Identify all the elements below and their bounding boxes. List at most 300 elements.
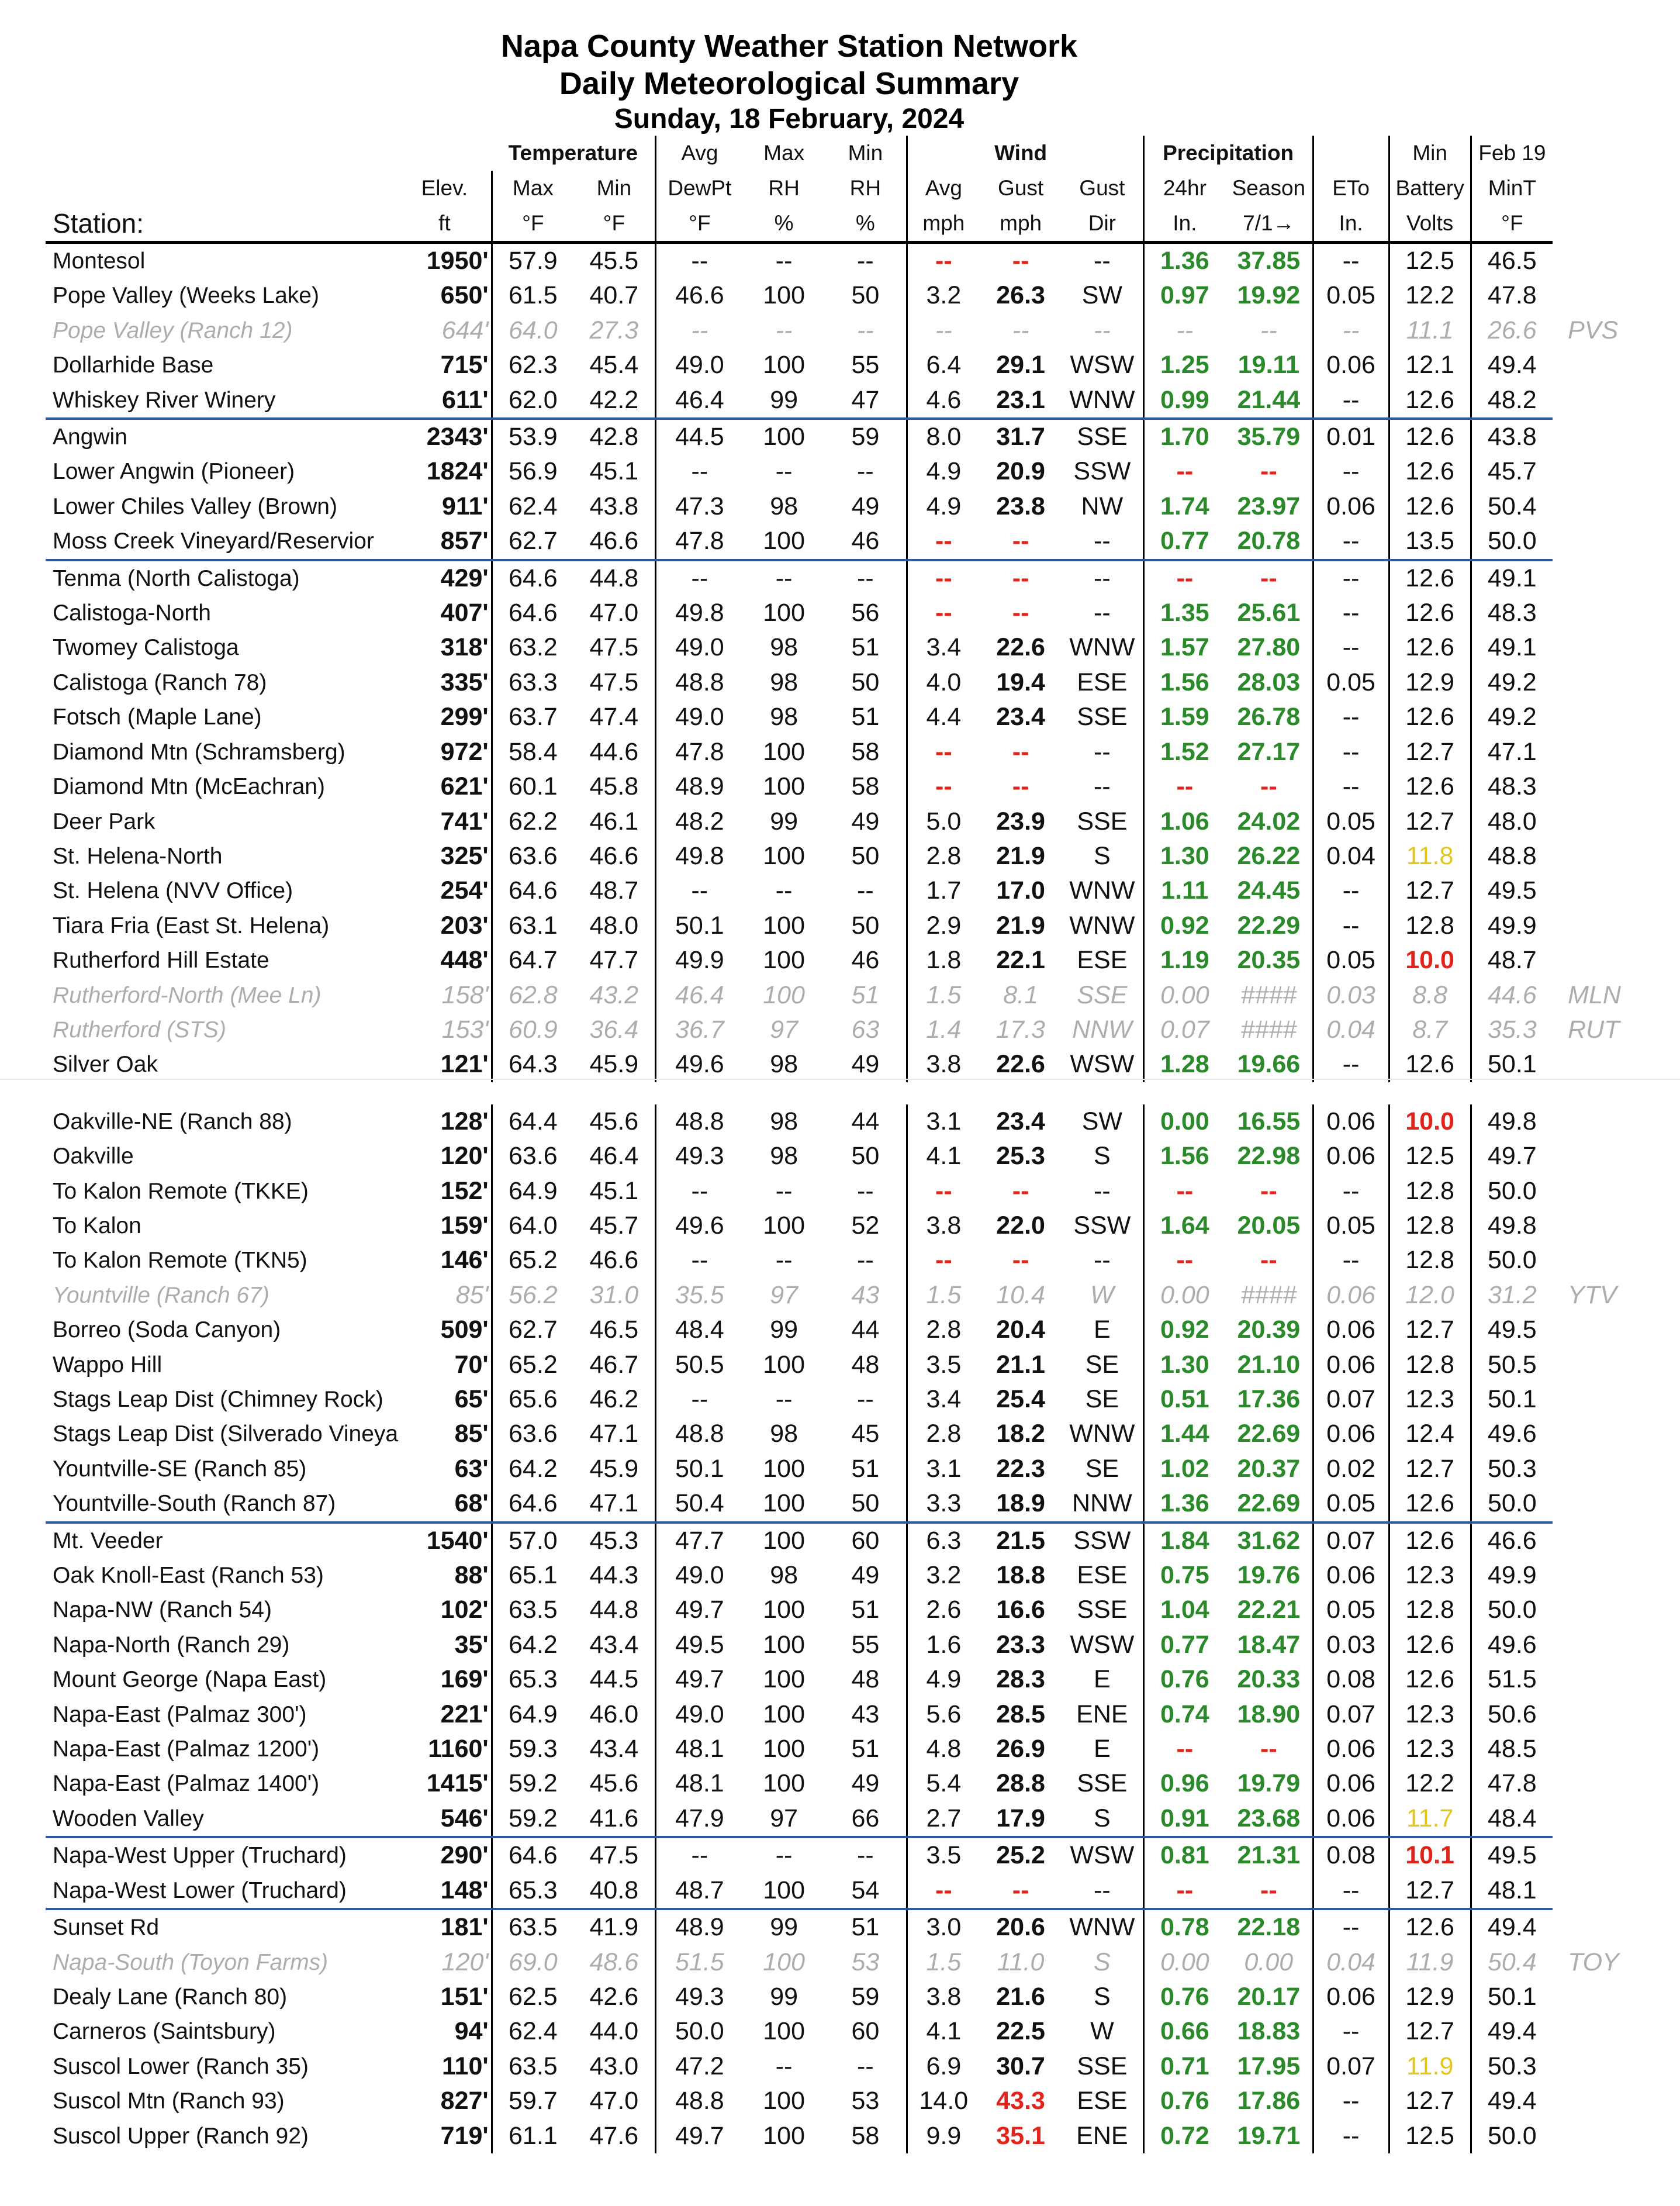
cell-eto: 0.06 — [1313, 1348, 1389, 1382]
cell-avg: 2.8 — [907, 1313, 980, 1347]
cell-minrh: 43 — [851, 1280, 880, 1309]
cell-eto: -- — [1313, 243, 1389, 279]
cell-max: 64.3 — [509, 1050, 558, 1079]
cell-battery: 12.8 — [1389, 1209, 1471, 1243]
cell-maxrh: -- — [775, 2052, 793, 2080]
cell-min: 31.0 — [589, 1280, 639, 1309]
cell-avg: 1.5 — [907, 978, 980, 1013]
cell-tag — [1553, 1452, 1646, 1486]
cell-elev: 70' — [398, 1348, 492, 1382]
cell-elev: 719' — [398, 2119, 492, 2153]
cell-battery: 12.6 — [1389, 454, 1471, 489]
cell-dewpt: 48.8 — [655, 1104, 743, 1139]
table-row — [46, 1732, 1646, 1766]
cell-max: 62.0 — [509, 385, 558, 414]
cell-eto: 0.07 — [1313, 1523, 1389, 1558]
cell-max: 63.1 — [509, 911, 558, 940]
cell-gust: 28.3 — [996, 1665, 1045, 1694]
cell-nextmin: 49.4 — [1471, 348, 1553, 382]
cell-season: 20.33 — [1237, 1665, 1301, 1694]
table-row — [46, 1593, 1646, 1627]
cell-maxrh: 98 — [770, 633, 798, 662]
cell-elev: 85' — [398, 1278, 492, 1313]
cell-season: 19.92 — [1237, 281, 1301, 310]
cell-min: 45.3 — [573, 1523, 655, 1558]
cell-eto: 0.08 — [1313, 1662, 1389, 1697]
battery-header-3: Volts — [1389, 206, 1471, 243]
cell-season: 24.45 — [1237, 876, 1301, 905]
cell-dewpt: 49.0 — [655, 630, 743, 665]
cell-max: 62.7 — [509, 527, 558, 555]
cell-dewpt: 50.1 — [655, 909, 743, 943]
cell-station: Tiara Fria (East St. Helena) — [53, 913, 330, 938]
cell-max: 64.9 — [509, 1176, 558, 1205]
cell-eto: 0.03 — [1313, 978, 1389, 1013]
cell-min: 45.9 — [589, 1050, 639, 1079]
cell-minrh: -- — [857, 1246, 874, 1275]
cell-maxrh: 100 — [763, 1948, 805, 1976]
cell-avg: 5.0 — [907, 805, 980, 839]
temperature-header: Temperature — [508, 141, 638, 165]
cell-max: 69.0 — [509, 1948, 558, 1976]
cell-minrh: 49 — [851, 1769, 880, 1798]
cell-maxrh: 100 — [763, 1735, 805, 1763]
table-row — [46, 2049, 1646, 2084]
table-row — [46, 735, 1646, 769]
min-header-1: Min — [596, 176, 632, 200]
cell-max: 58.4 — [509, 737, 558, 766]
cell-station: Silver Oak — [53, 1052, 158, 1078]
cell-dewpt: 48.1 — [655, 1766, 743, 1801]
cell-station: Yountville (Ranch 67) — [53, 1282, 269, 1308]
cell-station: Suscol Upper (Ranch 92) — [53, 2123, 309, 2149]
cell-p24: 1.06 — [1143, 805, 1225, 839]
cell-eto: -- — [1313, 909, 1389, 943]
cell-tag — [1553, 2084, 1646, 2118]
cell-nextmin: 49.6 — [1471, 1628, 1553, 1662]
cell-station: Wooden Valley — [53, 1805, 204, 1831]
cell-minrh: 49 — [851, 492, 880, 520]
cell-avg: -- — [907, 1174, 980, 1209]
cell-battery: 11.9 — [1389, 2049, 1471, 2084]
cell-avg: 3.1 — [907, 1104, 980, 1139]
cell-p24: 0.92 — [1143, 1313, 1225, 1347]
cell-p24: 1.28 — [1143, 1047, 1225, 1082]
report-subtitle: Daily Meteorological Summary — [559, 66, 1019, 101]
cell-gust: 25.4 — [996, 1385, 1045, 1413]
table-row — [46, 909, 1646, 943]
cell-minrh: 50 — [851, 1489, 880, 1518]
cell-dewpt: 49.0 — [655, 348, 743, 382]
cell-gustdir: WSW — [1070, 1630, 1135, 1659]
cell-battery: 12.7 — [1389, 2014, 1471, 2049]
cell-avg: 1.5 — [907, 1278, 980, 1313]
cell-station: Mount George (Napa East) — [53, 1667, 327, 1693]
cell-battery: 12.5 — [1389, 2119, 1471, 2153]
cell-p24: -- — [1143, 313, 1225, 348]
cell-station: Fotsch (Maple Lane) — [53, 705, 262, 730]
cell-avg: 3.8 — [907, 1209, 980, 1243]
battery-header-2: Battery — [1389, 171, 1471, 206]
cell-minrh: 63 — [851, 1015, 880, 1044]
cell-elev: 650' — [398, 278, 492, 313]
cell-battery: 12.6 — [1389, 1047, 1471, 1082]
cell-avg: 1.5 — [907, 1945, 980, 1980]
table-row — [46, 630, 1646, 665]
cell-tag — [1553, 1417, 1646, 1451]
cell-eto: -- — [1313, 769, 1389, 804]
cell-gust: 21.1 — [996, 1350, 1045, 1379]
cell-dewpt: 49.7 — [655, 2119, 743, 2153]
table-row — [46, 278, 1646, 313]
cell-season: -- — [1260, 316, 1277, 344]
cell-minrh: 53 — [851, 1948, 880, 1976]
cell-p24: -- — [1143, 454, 1225, 489]
table-row — [46, 1174, 1646, 1209]
cell-elev: 448' — [398, 943, 492, 978]
cell-avg: 2.8 — [907, 1417, 980, 1451]
p24-header-2: In. — [1143, 206, 1225, 243]
cell-tag — [1553, 454, 1646, 489]
cell-p24: 0.74 — [1143, 1697, 1225, 1732]
cell-station: Dollarhide Base — [53, 353, 214, 378]
cell-maxrh: -- — [743, 243, 825, 279]
cell-season: 19.76 — [1237, 1561, 1301, 1590]
cell-nextmin: 48.3 — [1471, 596, 1553, 630]
cell-elev: 181' — [398, 1909, 492, 1945]
cell-nextmin: 49.6 — [1471, 1417, 1553, 1451]
cell-dewpt: 48.8 — [655, 1417, 743, 1451]
cell-p24: 1.25 — [1143, 348, 1225, 382]
cell-elev: 221' — [398, 1697, 492, 1732]
cell-gustdir: SSE — [1077, 807, 1128, 836]
cell-maxrh: 100 — [763, 2087, 805, 2115]
cell-maxrh: 98 — [770, 1142, 798, 1171]
cell-nextmin: 49.2 — [1471, 665, 1553, 700]
cell-station: Lower Chiles Valley (Brown) — [53, 493, 337, 519]
cell-max: 63.5 — [509, 1596, 558, 1624]
cell-eto: 0.01 — [1313, 419, 1389, 454]
cell-battery: 12.7 — [1389, 1873, 1471, 1909]
cell-gustdir: E — [1094, 1665, 1111, 1694]
cell-nextmin: 49.9 — [1471, 1558, 1553, 1593]
cell-maxrh: 98 — [770, 1050, 798, 1079]
cell-elev: 102' — [398, 1593, 492, 1627]
cell-eto: 0.05 — [1313, 1486, 1389, 1522]
minrh-header-1: Min — [848, 141, 883, 165]
cell-dewpt: 49.9 — [655, 943, 743, 978]
cell-min: 42.8 — [573, 419, 655, 454]
cell-dewpt: 47.3 — [655, 489, 743, 524]
cell-gustdir: WNW — [1062, 1909, 1143, 1945]
cell-eto: 0.04 — [1313, 839, 1389, 874]
cell-battery: 12.7 — [1389, 1452, 1471, 1486]
cell-eto: -- — [1313, 454, 1389, 489]
cell-min: 45.4 — [589, 351, 639, 379]
cell-gust: 23.9 — [996, 807, 1045, 836]
cell-gustdir: E — [1094, 1316, 1111, 1344]
cell-min: 27.3 — [589, 316, 639, 344]
cell-battery: 12.9 — [1389, 665, 1471, 700]
cell-gust: 20.6 — [980, 1909, 1062, 1945]
cell-nextmin: 43.8 — [1471, 419, 1553, 454]
cell-season: 16.55 — [1237, 1107, 1301, 1135]
cell-gust: 17.0 — [996, 876, 1045, 905]
cell-minrh: -- — [857, 1176, 874, 1205]
cell-p24: 1.70 — [1143, 419, 1225, 454]
cell-battery: 12.6 — [1389, 419, 1471, 454]
cell-elev: 911' — [398, 489, 492, 524]
cell-tag — [1553, 1766, 1646, 1801]
cell-season: 26.22 — [1237, 841, 1301, 870]
cell-battery: 12.2 — [1389, 1766, 1471, 1801]
cell-elev: 715' — [398, 348, 492, 382]
cell-max: 62.4 — [509, 492, 558, 520]
cell-elev: 203' — [398, 909, 492, 943]
cell-max: 59.2 — [509, 1769, 558, 1798]
cell-gust: 23.3 — [996, 1630, 1045, 1659]
cell-gustdir: SSE — [1077, 1596, 1128, 1624]
cell-season: 18.47 — [1237, 1630, 1301, 1659]
cell-min: 43.8 — [589, 492, 639, 520]
cell-nextmin: 48.4 — [1471, 1801, 1553, 1837]
cell-season: 19.11 — [1237, 351, 1299, 379]
cell-gust: 21.9 — [996, 841, 1045, 870]
cell-eto: -- — [1313, 2014, 1389, 2049]
table-header — [46, 136, 1646, 243]
table-row — [46, 769, 1646, 804]
p24-header-1: 24hr — [1143, 171, 1225, 206]
cell-gustdir: -- — [1094, 1176, 1111, 1205]
cell-minrh: -- — [857, 2052, 874, 2080]
cell-maxrh: 98 — [770, 1561, 798, 1590]
table-row — [46, 1558, 1646, 1593]
cell-p24: 1.30 — [1143, 1348, 1225, 1382]
table-row — [46, 313, 1646, 348]
cell-max: 57.0 — [492, 1523, 573, 1558]
cell-dewpt: 49.5 — [655, 1628, 743, 1662]
cell-gustdir: ESE — [1077, 2087, 1128, 2115]
cell-dewpt: -- — [655, 243, 743, 279]
cell-station: Wappo Hill — [53, 1352, 163, 1378]
cell-season: 17.95 — [1237, 2052, 1301, 2080]
cell-station: Montesol — [46, 243, 398, 279]
cell-dewpt: 49.7 — [655, 1662, 743, 1697]
table-row — [46, 454, 1646, 489]
cell-gust: 30.7 — [996, 2052, 1045, 2080]
cell-eto: 0.06 — [1313, 1732, 1389, 1766]
cell-gust: 18.9 — [996, 1489, 1045, 1518]
cell-season: 20.35 — [1237, 946, 1301, 975]
cell-minrh: 48 — [851, 1665, 880, 1694]
cell-tag — [1553, 1139, 1646, 1173]
table-row — [46, 1047, 1646, 1082]
cell-maxrh: -- — [775, 876, 793, 905]
cell-station: Angwin — [46, 419, 398, 454]
cell-gust: 20.4 — [996, 1316, 1045, 1344]
cell-p24: 1.57 — [1143, 630, 1225, 665]
cell-elev: 120' — [398, 1945, 492, 1980]
gust-header-1: Gust — [998, 176, 1044, 200]
maxrh-header-2: RH — [768, 176, 800, 200]
cell-min: 41.9 — [573, 1909, 655, 1945]
cell-battery: 8.7 — [1389, 1013, 1471, 1047]
cell-dewpt: 47.8 — [655, 735, 743, 769]
cell-elev: 429' — [398, 560, 492, 596]
cell-dewpt: 49.8 — [655, 839, 743, 874]
table-row — [46, 1945, 1646, 1980]
cell-tag — [1553, 524, 1646, 560]
cell-battery: 12.8 — [1389, 1593, 1471, 1627]
cell-p24: 0.96 — [1143, 1766, 1225, 1801]
cell-elev: 644' — [398, 313, 492, 348]
cell-season: 19.71 — [1237, 2121, 1301, 2150]
cell-avg: 2.8 — [907, 839, 980, 874]
cell-maxrh: 100 — [743, 419, 825, 454]
cell-dewpt: -- — [655, 1837, 743, 1873]
cell-p24: 1.11 — [1143, 874, 1225, 908]
cell-maxrh: 98 — [770, 703, 798, 731]
cell-gustdir: E — [1094, 1735, 1111, 1763]
cell-minrh: 51 — [851, 1454, 880, 1483]
table-row — [46, 1628, 1646, 1662]
cell-season: -- — [1260, 1876, 1277, 1904]
cell-season: 27.17 — [1237, 737, 1301, 766]
cell-maxrh: 100 — [763, 737, 805, 766]
cell-gustdir: ENE — [1076, 1700, 1128, 1728]
cell-avg: -- — [907, 769, 980, 804]
cell-station: St. Helena-North — [53, 843, 223, 869]
cell-maxrh: 99 — [743, 1909, 825, 1945]
cell-station: Rutherford (STS) — [53, 1017, 226, 1042]
cell-station: Stags Leap Dist (Silverado Vineya — [53, 1421, 399, 1447]
cell-eto: 0.05 — [1313, 805, 1389, 839]
cell-maxrh: -- — [775, 457, 793, 486]
cell-station: Tenma (North Calistoga) — [46, 560, 398, 596]
cell-p24: 0.77 — [1143, 1628, 1225, 1662]
cell-min: 43.4 — [589, 1735, 639, 1763]
cell-gustdir: SW — [1081, 281, 1123, 310]
cell-avg: -- — [907, 735, 980, 769]
cell-eto: -- — [1313, 1909, 1389, 1945]
cell-p24: 1.19 — [1143, 943, 1225, 978]
cell-avg: 3.3 — [907, 1486, 980, 1522]
cell-minrh: 50 — [851, 668, 880, 696]
cell-min: 44.5 — [589, 1665, 639, 1694]
cell-tag — [1553, 1382, 1646, 1417]
cell-gust: -- — [1012, 1246, 1029, 1275]
cell-tag — [1553, 1047, 1646, 1082]
cell-minrh: 44 — [851, 1107, 880, 1135]
cell-gustdir: S — [1094, 1142, 1111, 1171]
cell-battery: 10.0 — [1389, 1104, 1471, 1139]
cell-nextmin: 50.5 — [1471, 1348, 1553, 1382]
cell-gustdir: -- — [1062, 560, 1143, 596]
cell-minrh: 60 — [851, 2017, 880, 2046]
cell-nextmin: 50.3 — [1471, 2049, 1553, 2084]
cell-nextmin: 48.1 — [1471, 1873, 1553, 1909]
cell-eto: 0.06 — [1313, 1980, 1389, 2014]
cell-season: 19.79 — [1237, 1769, 1301, 1798]
cell-avg: 3.4 — [907, 630, 980, 665]
nextmin-header-2: MinT — [1471, 171, 1553, 206]
cell-minrh: 55 — [851, 1630, 880, 1659]
wind-header: Wind — [994, 141, 1048, 165]
cell-station: Oak Knoll-East (Ranch 53) — [53, 1563, 324, 1589]
cell-gustdir: ENE — [1076, 2121, 1128, 2150]
cell-p24: 0.75 — [1143, 1558, 1225, 1593]
cell-gustdir: W — [1090, 1280, 1114, 1309]
cell-min: 47.5 — [589, 668, 639, 696]
cell-p24: 0.77 — [1143, 524, 1225, 560]
cell-battery: 12.7 — [1389, 874, 1471, 908]
cell-elev: 857' — [398, 524, 492, 560]
cell-battery: 12.6 — [1389, 630, 1471, 665]
cell-dewpt: 48.9 — [655, 1909, 743, 1945]
table-row — [46, 1417, 1646, 1451]
cell-station: Yountville-SE (Ranch 85) — [53, 1456, 307, 1482]
table-row — [46, 805, 1646, 839]
cell-eto: -- — [1313, 1174, 1389, 1209]
cell-p24: 0.76 — [1143, 1980, 1225, 2014]
cell-max: 59.3 — [509, 1735, 558, 1763]
cell-gustdir: NW — [1081, 492, 1124, 520]
cell-tag — [1553, 419, 1646, 454]
table-row — [46, 1348, 1646, 1382]
cell-tag — [1553, 1104, 1646, 1139]
table-row — [46, 1013, 1646, 1047]
cell-max: 64.6 — [492, 560, 573, 596]
cell-station: Sunset Rd — [46, 1909, 398, 1945]
cell-maxrh: 98 — [770, 668, 798, 696]
cell-minrh: 46 — [851, 946, 880, 975]
cell-tag — [1553, 1873, 1646, 1909]
cell-nextmin: 49.8 — [1471, 1104, 1553, 1139]
cell-minrh: 59 — [851, 1982, 880, 2011]
cell-season: 0.00 — [1244, 1948, 1294, 1976]
cell-season: 22.18 — [1225, 1909, 1313, 1945]
cell-max: 61.5 — [509, 281, 558, 310]
cell-season: -- — [1260, 772, 1277, 801]
cell-battery: 12.1 — [1389, 348, 1471, 382]
cell-avg: -- — [907, 560, 980, 596]
cell-season: 22.29 — [1237, 911, 1301, 940]
cell-season: 20.05 — [1237, 1211, 1301, 1240]
cell-avg: 3.5 — [907, 1348, 980, 1382]
cell-nextmin: 48.0 — [1471, 805, 1553, 839]
cell-gust: 11.0 — [997, 1948, 1045, 1976]
table-row — [46, 1209, 1646, 1243]
cell-battery: 11.9 — [1389, 1945, 1471, 1980]
cell-gust: 28.8 — [996, 1769, 1045, 1798]
cell-p24: 1.44 — [1143, 1417, 1225, 1451]
cell-elev: 63' — [398, 1452, 492, 1486]
cell-gustdir: SSE — [1077, 981, 1128, 1009]
cell-gustdir: SSE — [1077, 703, 1128, 731]
cell-minrh: 51 — [851, 633, 880, 662]
cell-station: Carneros (Saintsbury) — [53, 2019, 276, 2045]
cell-elev: 110' — [398, 2049, 492, 2084]
cell-avg: 3.8 — [907, 1047, 980, 1082]
cell-gustdir: -- — [1094, 1876, 1111, 1904]
cell-dewpt: 50.5 — [655, 1348, 743, 1382]
cell-minrh: 58 — [851, 2121, 880, 2150]
cell-tag — [1553, 1174, 1646, 1209]
cell-station: Calistoga (Ranch 78) — [53, 669, 267, 695]
cell-maxrh: 99 — [770, 1316, 798, 1344]
cell-elev: 1415' — [398, 1766, 492, 1801]
section-divider — [0, 1079, 1680, 1080]
